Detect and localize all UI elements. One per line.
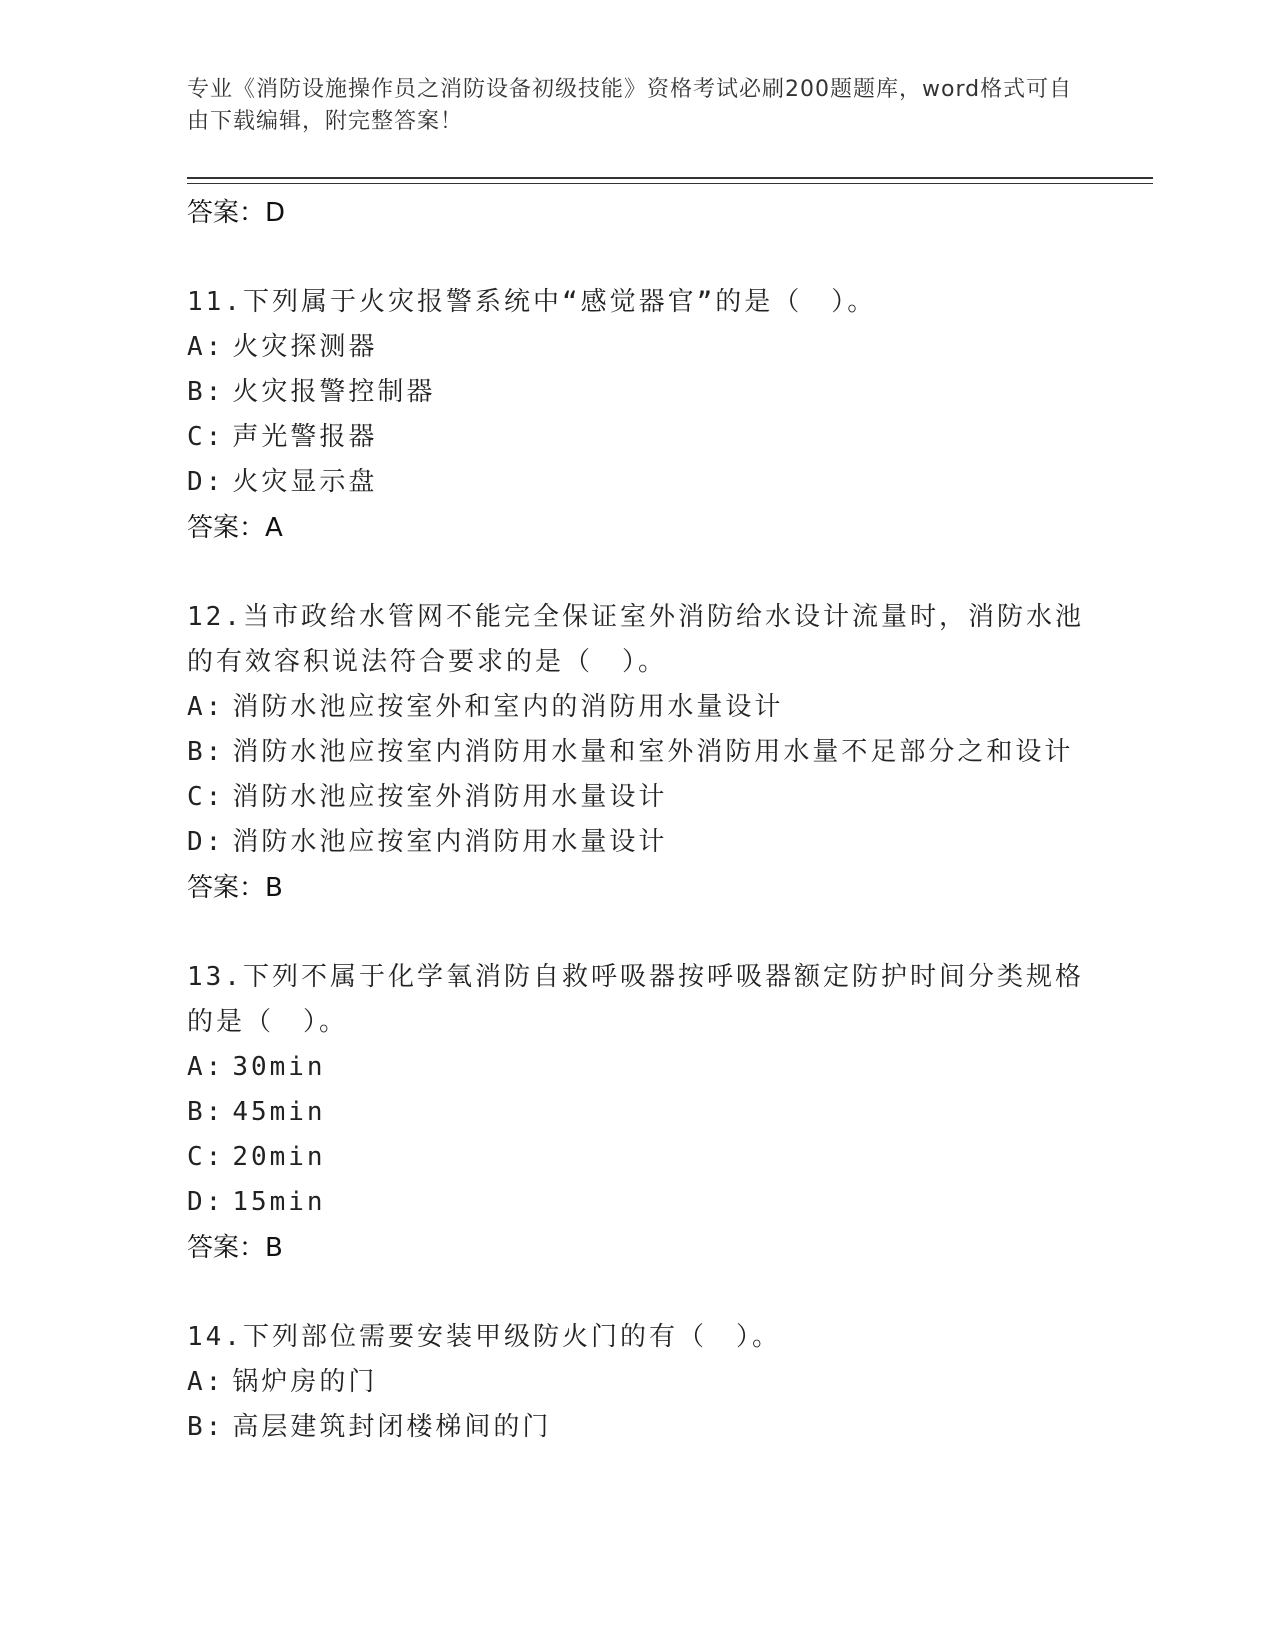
header-divider-thin <box>187 183 1153 184</box>
option-key: C: <box>187 422 225 452</box>
option-a <box>187 325 1087 370</box>
option-d <box>187 1180 1087 1225</box>
option-c <box>187 415 1087 460</box>
option-key: D: <box>187 467 225 497</box>
option-c <box>187 775 1087 820</box>
option-text: 消防水池应按室内消防用水量和室外消防用水量不足部分之和设计 <box>232 737 1074 767</box>
option-text: 15min <box>232 1187 326 1217</box>
question-14 <box>187 1315 1087 1450</box>
option-b <box>187 1090 1087 1135</box>
option-key: B: <box>187 1412 225 1442</box>
question-stem: 12.当市政给水管网不能完全保证室外消防给水设计流量时，消防水池的有效容积说法符合要求的是（ ）。 <box>187 602 1084 677</box>
option-text: 高层建筑封闭楼梯间的门 <box>232 1412 552 1442</box>
option-key: C: <box>187 782 225 812</box>
option-key: A: <box>187 332 225 362</box>
option-key: A: <box>187 1052 225 1082</box>
question-11 <box>187 280 1087 551</box>
answer-line: 答案：D <box>187 198 286 228</box>
option-text: 火灾显示盘 <box>232 467 378 497</box>
option-text: 锅炉房的门 <box>232 1367 378 1397</box>
option-key: B: <box>187 737 225 767</box>
option-text: 消防水池应按室外消防用水量设计 <box>232 782 668 812</box>
option-key: A: <box>187 692 225 722</box>
option-text: 消防水池应按室内消防用水量设计 <box>232 827 668 857</box>
option-c <box>187 1135 1087 1180</box>
option-key: C: <box>187 1142 225 1172</box>
option-d <box>187 460 1087 505</box>
option-key: D: <box>187 1187 225 1217</box>
header-divider-thick <box>187 177 1153 179</box>
option-a <box>187 1360 1087 1405</box>
option-b <box>187 370 1087 415</box>
option-key: B: <box>187 377 225 407</box>
question-stem: 14.下列部位需要安装甲级防火门的有（ ）。 <box>187 1322 781 1352</box>
answer-line: 答案：A <box>187 513 283 543</box>
option-text: 45min <box>232 1097 326 1127</box>
page-header: 专业《消防设施操作员之消防设备初级技能》资格考试必刷200题题库，word格式可自由下载编辑，附完整答案！ <box>187 77 1073 134</box>
option-text: 火灾探测器 <box>232 332 378 362</box>
question-12 <box>187 595 1087 911</box>
option-d <box>187 820 1087 865</box>
question-stem: 13.下列不属于化学氧消防自救呼吸器按呼吸器额定防护时间分类规格的是（ ）。 <box>187 962 1084 1037</box>
option-key: D: <box>187 827 225 857</box>
answer-line: 答案：B <box>187 1233 283 1263</box>
option-a <box>187 685 1087 730</box>
option-b <box>187 1405 1087 1450</box>
option-key: B: <box>187 1097 225 1127</box>
answer-line: 答案：B <box>187 873 283 903</box>
option-key: A: <box>187 1367 225 1397</box>
option-b <box>187 730 1087 775</box>
option-text: 火灾报警控制器 <box>232 377 436 407</box>
option-text: 声光警报器 <box>232 422 378 452</box>
question-stem: 11.下列属于火灾报警系统中“感觉器官”的是（ ）。 <box>187 287 877 317</box>
option-a <box>187 1045 1087 1090</box>
option-text: 消防水池应按室外和室内的消防用水量设计 <box>232 692 784 722</box>
option-text: 20min <box>232 1142 326 1172</box>
option-text: 30min <box>232 1052 326 1082</box>
question-list <box>187 190 1087 1450</box>
question-13 <box>187 955 1087 1271</box>
